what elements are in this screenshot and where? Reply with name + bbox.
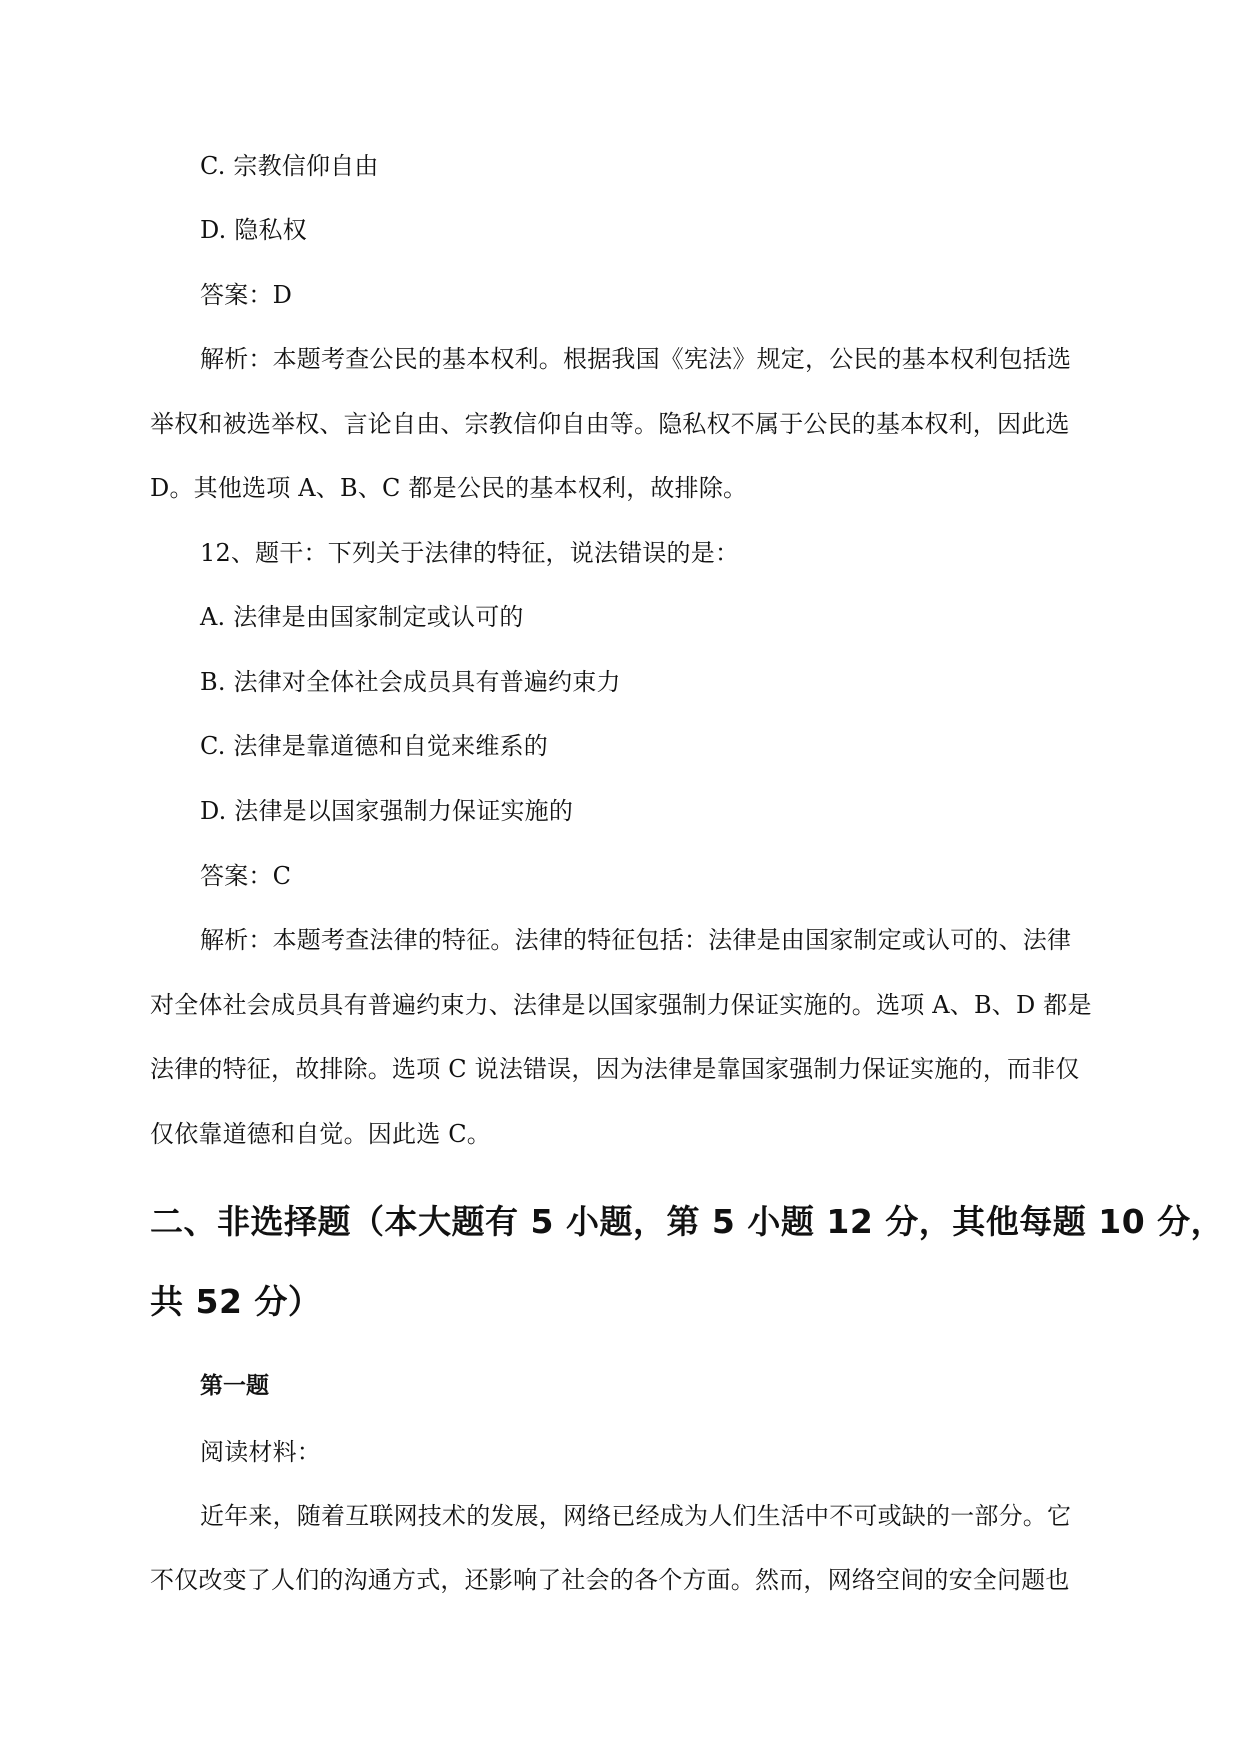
q12-answer: 答案：C bbox=[200, 862, 292, 890]
section-2-title-line-1: 二、非选择题（本大题有 5 小题，第 5 小题 12 分，其他每题 10 分， bbox=[150, 1202, 1225, 1241]
part-1-text-line-2: 不仅改变了人们的沟通方式，还影响了社会的各个方面。然而，网络空间的安全问题也 bbox=[150, 1566, 1070, 1594]
part-1-label: 阅读材料： bbox=[200, 1438, 321, 1466]
q11-option-c: C. 宗教信仰自由 bbox=[200, 152, 379, 180]
part-1-text-line-1: 近年来，随着互联网技术的发展，网络已经成为人们生活中不可或缺的一部分。它 bbox=[200, 1502, 1072, 1530]
q12-option-c: C. 法律是靠道德和自觉来维系的 bbox=[200, 732, 548, 760]
q12-option-b: B. 法律对全体社会成员具有普遍约束力 bbox=[200, 668, 621, 696]
q11-option-d: D. 隐私权 bbox=[200, 216, 307, 244]
q12-option-a: A. 法律是由国家制定或认可的 bbox=[200, 603, 524, 631]
q12-analysis-line-4: 仅依靠道德和自觉。因此选 C。 bbox=[150, 1120, 491, 1148]
q11-answer: 答案：D bbox=[200, 281, 293, 309]
q12-analysis-line-3: 法律的特征，故排除。选项 C 说法错误，因为法律是靠国家强制力保证实施的，而非仅 bbox=[150, 1055, 1080, 1083]
section-2-title-line-2: 共 52 分） bbox=[150, 1282, 322, 1321]
part-1-title: 第一题 bbox=[200, 1373, 269, 1399]
q12-stem: 12、题干：下列关于法律的特征，说法错误的是： bbox=[200, 539, 740, 567]
q12-analysis-line-1: 解析：本题考查法律的特征。法律的特征包括：法律是由国家制定或认可的、法律 bbox=[200, 926, 1072, 954]
q12-analysis-line-2: 对全体社会成员具有普遍约束力、法律是以国家强制力保证实施的。选项 A、B、D 都是 bbox=[150, 991, 1092, 1019]
q11-analysis-line-3: D。其他选项 A、B、C 都是公民的基本权利，故排除。 bbox=[150, 474, 748, 502]
q12-option-d: D. 法律是以国家强制力保证实施的 bbox=[200, 797, 574, 825]
q11-analysis-line-1: 解析：本题考查公民的基本权利。根据我国《宪法》规定，公民的基本权利包括选 bbox=[200, 345, 1072, 373]
q11-analysis-line-2: 举权和被选举权、言论自由、宗教信仰自由等。隐私权不属于公民的基本权利，因此选 bbox=[150, 410, 1070, 438]
